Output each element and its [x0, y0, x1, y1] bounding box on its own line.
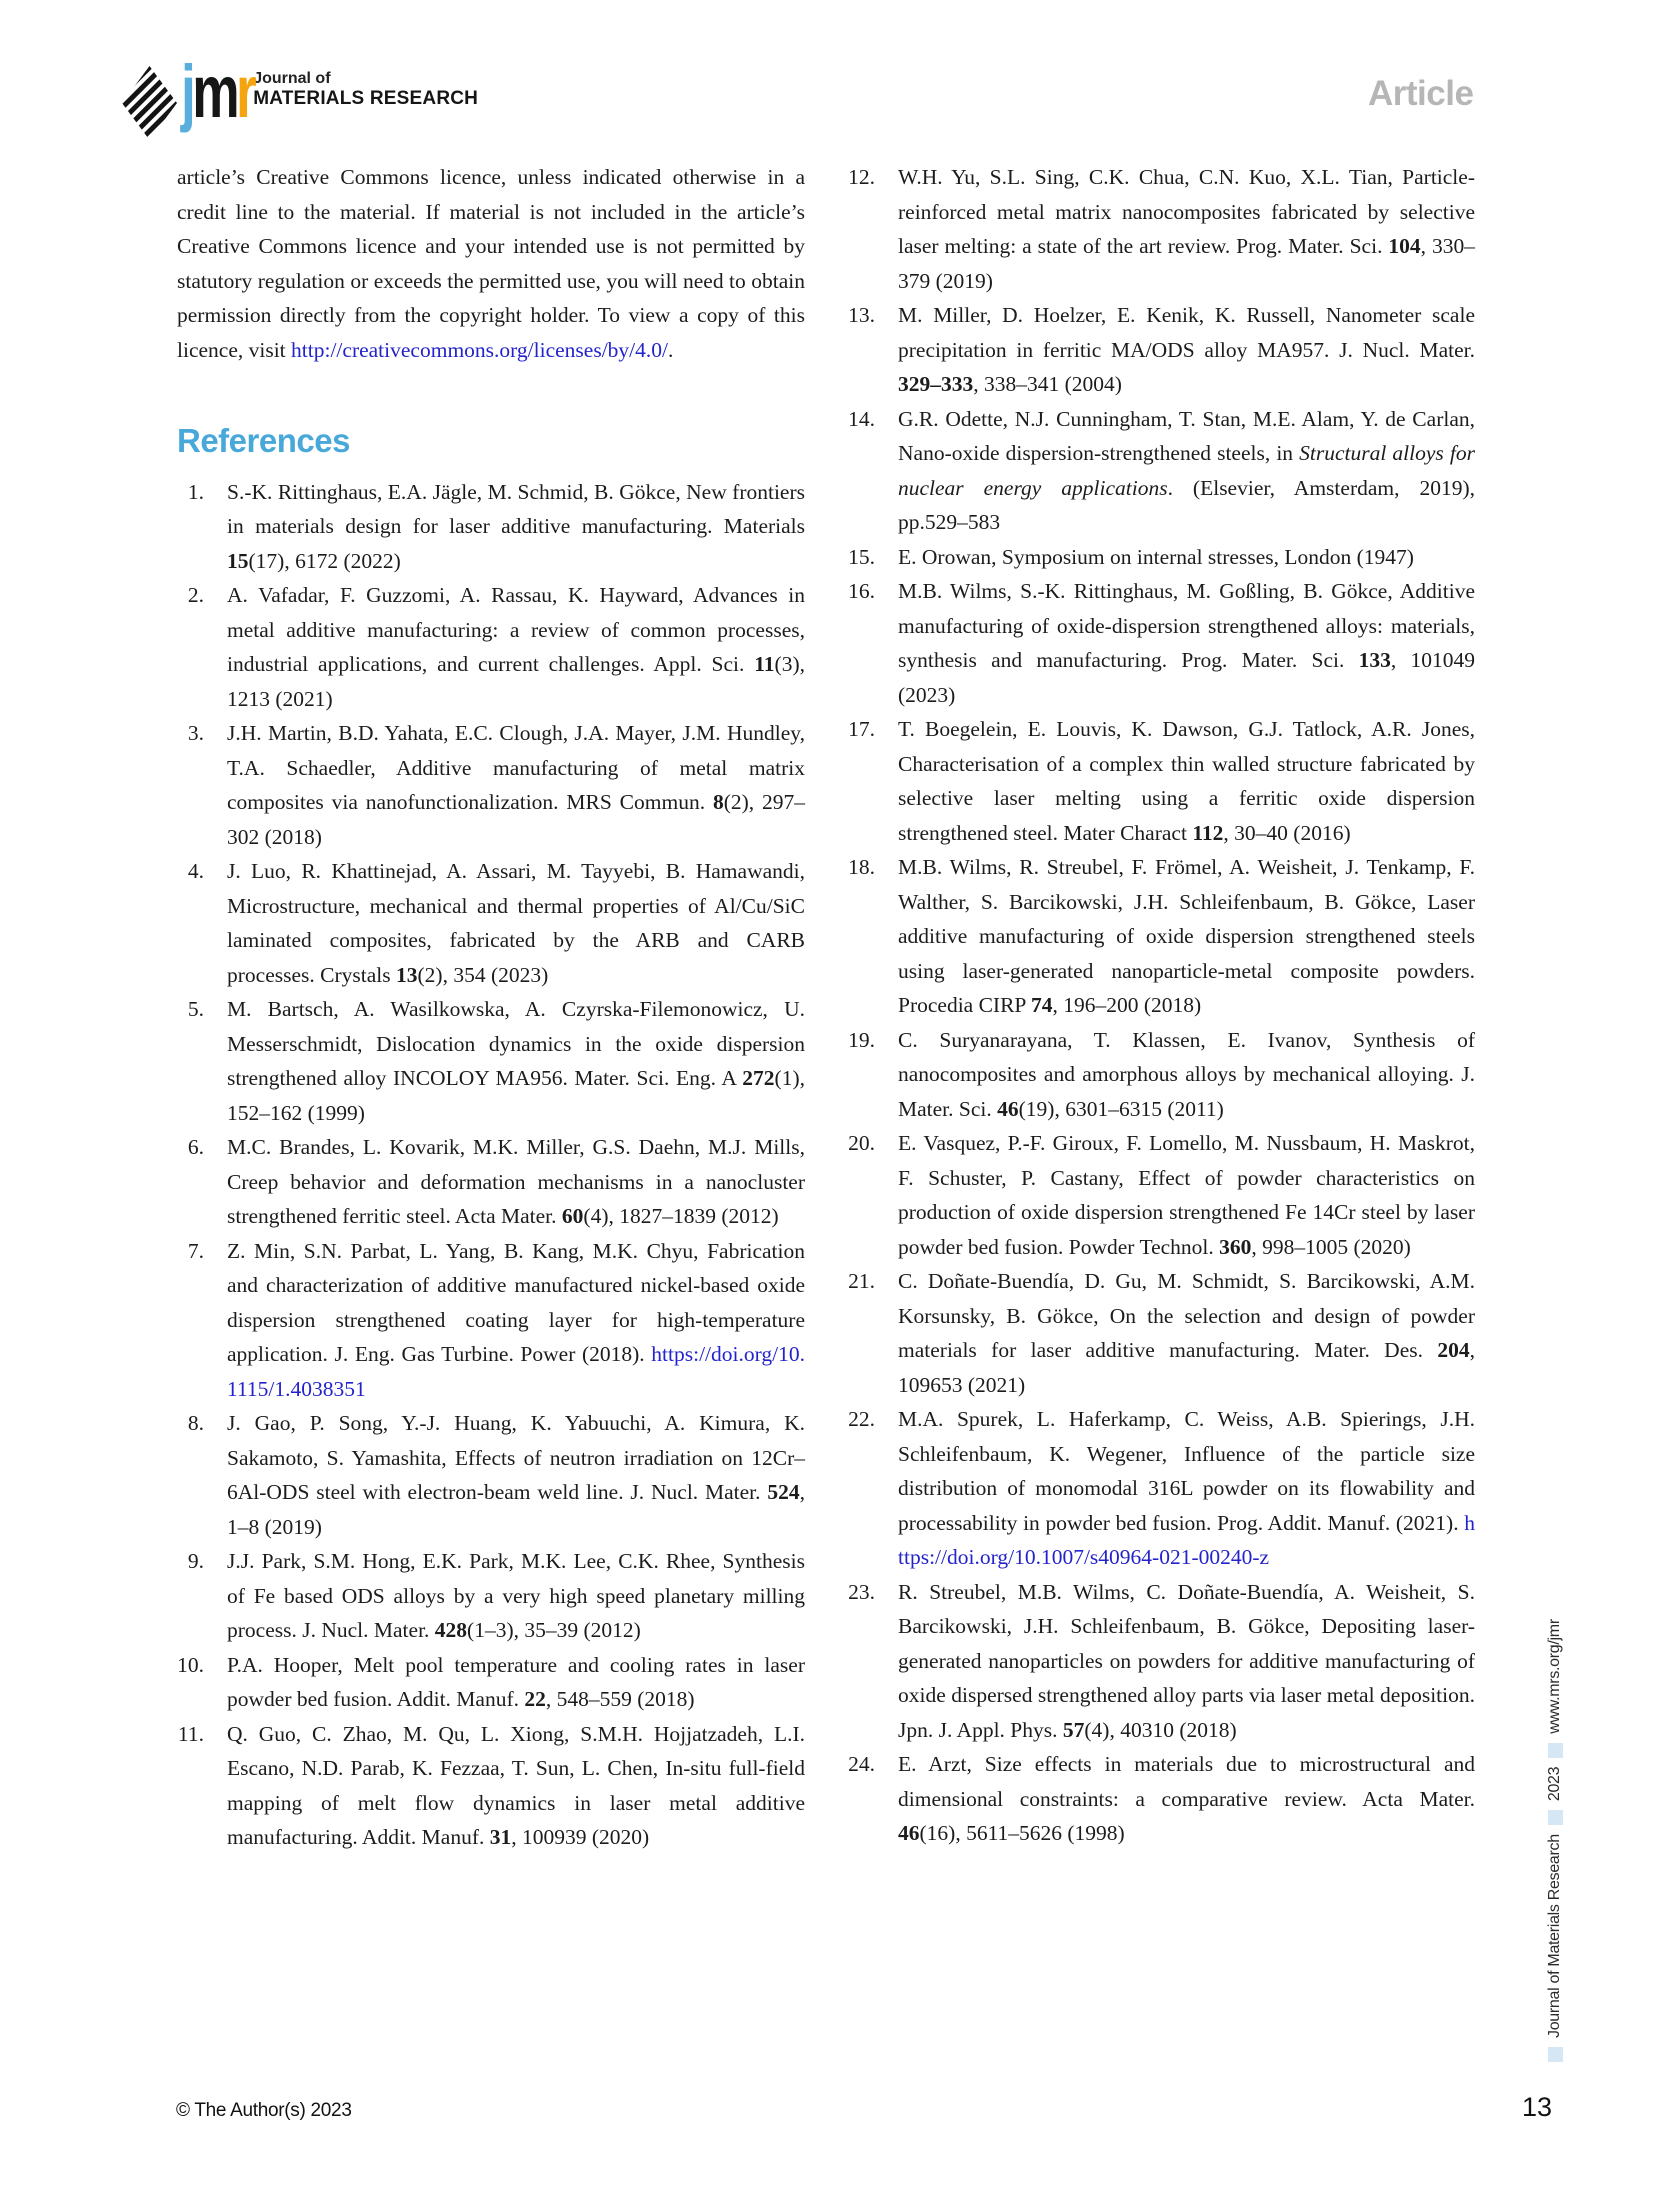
text-run: P.A. Hooper, Melt pool temperature and cooling rates in laser powder bed fusion. Addit. Manuf. [227, 1652, 805, 1711]
reference-text [898, 1131, 1475, 1259]
reference-item [848, 1264, 1475, 1402]
reference-number: 6. [187, 1135, 204, 1159]
text-run: 15 [227, 548, 249, 573]
references-list-left [177, 475, 805, 1855]
reference-number: 18. [848, 855, 875, 879]
reference-number: 12. [848, 165, 875, 189]
reference-text [227, 721, 805, 849]
text-run: J. Gao, P. Song, Y.-J. Huang, K. Yabuuchi, A. Kimura, K. Sakamoto, S. Yamashita, Effects of neutron irradiation on 12Cr–6Al-ODS steel with electron-beam weld line. J. Nucl. Mater. [227, 1411, 805, 1504]
text-run: . [668, 337, 674, 362]
text-run: Structural alloys for nuclear energy applications [898, 441, 1475, 500]
left-column [177, 160, 805, 1855]
reference-number: 19. [848, 1027, 875, 1052]
reference-text [898, 1269, 1475, 1397]
reference-item [848, 1747, 1475, 1851]
references-list-right [848, 160, 1475, 1851]
text-run: E. Vasquez, P.-F. Giroux, F. Lomello, M. Nussbaum, H. Maskrot, F. Schuster, P. Castany, Effect of powder characteristics on production of oxide dispersion strengthened Fe 14Cr steel by laser powder bed fusion. Powder Technol. [898, 1131, 1475, 1259]
text-run: Z. Min, S.N. Parbat, L. Yang, B. Kang, M.K. Chyu, Fabrication and characterization of additive manufactured nickel-based oxide dispersion strengthened coating layer for high-temperature application. J. Eng. Gas Turbine. Power (2018). [227, 1238, 805, 1366]
text-run: 22 [524, 1687, 546, 1711]
reference-item [848, 298, 1475, 402]
reference-text [227, 1653, 805, 1712]
reference-text [898, 1752, 1475, 1845]
logo-letter-j: j [181, 50, 193, 133]
journal-info-sidebar [1540, 1612, 1570, 2062]
reference-text [227, 1722, 805, 1850]
copyright-notice: © The Author(s) 2023 [176, 2100, 352, 2121]
text-run: , 548–559 (2018) [545, 1687, 695, 1711]
reference-text [227, 1239, 805, 1401]
text-run: , 338–341 (2004) [973, 372, 1122, 396]
text-run: (2), 354 (2023) [417, 962, 549, 987]
text-run: M.C. Brandes, L. Kovarik, M.K. Miller, G.S. Daehn, M.J. Mills, Creep behavior and deformation mechanisms in a nanocluster strengthened ferritic steel. Acta Mater. [227, 1135, 805, 1228]
text-run: , 196–200 (2018) [1052, 993, 1202, 1017]
text-run: 31 [489, 1825, 512, 1849]
reference-text [227, 1411, 805, 1539]
reference-text [898, 303, 1475, 396]
text-run: 11 [754, 652, 775, 676]
reference-number: 4. [187, 859, 204, 883]
reference-text [898, 1028, 1475, 1121]
text-run: (4), 1827–1839 (2012) [583, 1204, 779, 1228]
text-run: G.R. Odette, N.J. Cunningham, T. Stan, M.E. Alam, Y. de Carlan, Nano-oxide dispersion-strengthened steels, in [898, 406, 1475, 465]
jmr-wordmark [181, 50, 254, 133]
reference-text [227, 997, 805, 1125]
sidebar-square-icon [1548, 1743, 1563, 1758]
reference-number: 24. [848, 1752, 875, 1776]
reference-text [227, 1135, 805, 1228]
text-run: E. Orowan, Symposium on internal stresses, London (1947) [898, 544, 1414, 569]
text-run: M. Miller, D. Hoelzer, E. Kenik, K. Russell, Nanometer scale precipitation in ferritic MA/ODS alloy MA957. J. Nucl. Mater. [898, 303, 1475, 362]
logo-letter-m: m [192, 50, 236, 133]
text-run: 329–333 [898, 372, 974, 396]
reference-number: 17. [848, 717, 875, 741]
sidebar-journal-name: Journal of Materials Research [1546, 1834, 1563, 2038]
reference-number: 13. [848, 303, 875, 327]
reference-text [898, 579, 1475, 707]
reference-item [848, 1575, 1475, 1748]
reference-item [848, 850, 1475, 1023]
reference-number: 10. [177, 1652, 204, 1677]
reference-number: 11. [177, 1721, 204, 1746]
text-run: 46 [997, 1096, 1019, 1121]
reference-text [898, 855, 1475, 1017]
text-run: 60 [561, 1204, 584, 1228]
reference-item [848, 402, 1475, 540]
reference-number: 9. [187, 1549, 204, 1573]
text-run: (3), 1213 (2021) [227, 652, 805, 711]
reference-text [898, 1407, 1475, 1569]
sidebar-journal-url: www.mrs.org/jmr [1546, 1619, 1563, 1734]
text-run: J.J. Park, S.M. Hong, E.K. Park, M.K. Lee, C.K. Rhee, Synthesis of Fe based ODS alloys by a very high speed planetary milling process. J. Nucl. Mater. [227, 1549, 805, 1642]
text-run: (19), 6301–6315 (2011) [1018, 1096, 1224, 1121]
reference-number: 16. [848, 579, 875, 603]
text-run: , 100939 (2020) [511, 1825, 650, 1849]
text-run: M.B. Wilms, R. Streubel, F. Frömel, A. Weisheit, J. Tenkamp, F. Walther, S. Barcikowski, J.H. Schleifenbaum, B. Gökce, Laser additive manufacturing of oxide dispersion strengthened steels using laser-generated nanoparticle-metal composite powders. Procedia CIRP [898, 855, 1475, 1017]
creative-commons-license-link[interactable]: http://creativecommons.org/licenses/by/4.0/ [291, 337, 669, 362]
reference-text [227, 1549, 805, 1642]
reference-item [177, 854, 805, 992]
reference-number: 15. [848, 544, 875, 569]
text-run: (17), 6172 (2022) [248, 548, 401, 573]
text-run: (4), 40310 (2018) [1084, 1717, 1237, 1742]
text-run: 104 [1388, 234, 1421, 258]
page-number: 13 [1522, 2092, 1553, 2122]
reference-number: 20. [848, 1131, 875, 1155]
reference-text [227, 859, 805, 987]
text-run: 428 [434, 1618, 468, 1642]
reference-item [177, 716, 805, 854]
reference-number: 1. [187, 479, 204, 504]
text-run: C. Doñate-Buendía, D. Gu, M. Schmidt, S. Barcikowski, A.M. Korsunsky, B. Gökce, On the selection and design of powder materials for laser additive manufacturing. Mater. Des. [898, 1269, 1475, 1362]
text-run: (1–3), 35–39 (2012) [467, 1618, 641, 1642]
reference-item [177, 1648, 805, 1717]
reference-number: 8. [187, 1411, 204, 1435]
reference-text [227, 480, 805, 573]
jmr-diamond-icon [122, 66, 177, 145]
reference-item [177, 1406, 805, 1544]
text-run: article’s Creative Commons licence, unless indicated otherwise in a credit line to the material. If material is not included in the article’s Creative Commons licence and your intended use is not permitted by statutory regulation or exceeds the permitted use, you will need to obtain permission directly from the copyright holder. To view a copy of this licence, visit [177, 165, 805, 362]
text-run: 46 [898, 1821, 920, 1845]
reference-text [898, 407, 1475, 535]
journal-name-block [253, 70, 478, 110]
reference-number: 23. [848, 1579, 875, 1604]
text-run: . (Elsevier, Amsterdam, 2019), pp.529–583 [898, 475, 1475, 534]
reference-item [848, 540, 1475, 575]
text-run: 204 [1437, 1338, 1470, 1362]
jmr-logo [122, 50, 479, 145]
text-run: J.H. Martin, B.D. Yahata, E.C. Clough, J.A. Mayer, J.M. Hundley, T.A. Schaedler, Additive manufacturing of metal matrix composites via nanofunctionalization. MRS Commun. [227, 721, 805, 814]
text-run: 133 [1358, 648, 1391, 672]
reference-number: 5. [187, 997, 204, 1021]
reference-number: 21. [848, 1269, 875, 1293]
text-run: M. Bartsch, A. Wasilkowska, A. Czyrska-Filemonowicz, U. Messerschmidt, Dislocation dynamics in the oxide dispersion strengthened alloy INCOLOY MA956. Mater. Sci. Eng. A [227, 997, 805, 1090]
doi-link[interactable]: https://doi.org/10.1007/s40964-021-00240-z [898, 1510, 1475, 1569]
reference-text [227, 583, 805, 711]
reference-number: 7. [187, 1238, 204, 1263]
journal-info-sidebar-inner [1540, 1612, 1570, 2062]
reference-text [898, 545, 1414, 569]
text-run: , 998–1005 (2020) [1251, 1234, 1411, 1259]
text-run: 13 [396, 962, 418, 987]
article-type-label: Article [1368, 74, 1474, 113]
text-run: R. Streubel, M.B. Wilms, C. Doñate-Buendía, A. Weisheit, S. Barcikowski, J.H. Schleifenbaum, B. Gökce, Depositing laser-generated nanoparticles on powders for additive manufacturing of oxide dispersed strengthened alloy parts via laser metal deposition. Jpn. J. Appl. Phys. [898, 1579, 1475, 1742]
reference-item [848, 1126, 1475, 1264]
sidebar-square-icon [1548, 2047, 1563, 2062]
text-run: W.H. Yu, S.L. Sing, C.K. Chua, C.N. Kuo, X.L. Tian, Particle-reinforced metal matrix nanocomposites fabricated by selective laser melting: a state of the art review. Prog. Mater. Sci. [898, 165, 1475, 258]
right-column [848, 160, 1475, 1851]
journal-name-line2: MATERIALS RESEARCH [253, 88, 479, 110]
text-run: C. Suryanarayana, T. Klassen, E. Ivanov, Synthesis of nanocomposites and amorphous alloys by mechanical alloying. J. Mater. Sci. [898, 1027, 1475, 1121]
text-run: , 330–379 (2019) [898, 234, 1475, 293]
reference-item [177, 1544, 805, 1648]
reference-item [848, 160, 1475, 298]
text-run: M.A. Spurek, L. Haferkamp, C. Weiss, A.B. Spierings, J.H. Schleifenbaum, K. Wegener, Influence of the particle size distribution of monomodal 316L powder on its flowability and processability in powder bed fusion. Prog. Addit. Manuf. (2021). [898, 1407, 1475, 1535]
text-run: , 30–40 (2016) [1223, 820, 1351, 845]
text-run: M.B. Wilms, S.-K. Rittinghaus, M. Goßling, B. Gökce, Additive manufacturing of oxide-dispersion strengthened alloys: materials, synthesis and manufacturing. Prog. Mater. Sci. [898, 579, 1475, 672]
reference-item [848, 574, 1475, 712]
text-run: (16), 5611–5626 (1998) [919, 1821, 1125, 1845]
reference-number: 3. [187, 721, 204, 745]
text-run: 112 [1192, 820, 1224, 845]
reference-number: 14. [848, 406, 875, 431]
text-run: , 101049 (2023) [898, 648, 1476, 707]
sidebar-square-icon [1548, 1810, 1563, 1825]
reference-item [177, 1130, 805, 1234]
reference-text [898, 165, 1475, 293]
text-run: (1), 152–162 (1999) [227, 1066, 805, 1125]
reference-item [177, 578, 805, 716]
reference-text [898, 717, 1475, 845]
text-run: 57 [1062, 1717, 1085, 1742]
text-run: E. Arzt, Size effects in materials due to microstructural and dimensional constraints: a comparative review. Acta Mater. [898, 1752, 1475, 1811]
reference-item [848, 1023, 1475, 1127]
reference-item [177, 1234, 805, 1407]
reference-item [177, 475, 805, 579]
text-run: Q. Guo, C. Zhao, M. Qu, L. Xiong, S.M.H. Hojjatzadeh, L.I. Escano, N.D. Parab, K. Fezzaa, T. Sun, L. Chen, In-situ full-field mapping of melt flow dynamics in laser metal additive manufacturing. Addit. Manuf. [227, 1721, 805, 1849]
text-run: 272 [742, 1066, 775, 1090]
text-run: 360 [1219, 1234, 1252, 1259]
sidebar-year: 2023 [1546, 1766, 1563, 1802]
text-run: , 1–8 (2019) [227, 1480, 805, 1539]
text-run: (2), 297–302 (2018) [227, 790, 806, 849]
text-run: 524 [767, 1480, 800, 1504]
reference-text [898, 1580, 1475, 1742]
reference-number: 22. [848, 1407, 875, 1431]
text-run: T. Boegelein, E. Louvis, K. Dawson, G.J. Tatlock, A.R. Jones, Characterisation of a complex thin walled structure fabricated by selective laser melting using a ferritic oxide dispersion strengthened steel. Mater Charact [898, 717, 1475, 845]
text-run: S.-K. Rittinghaus, E.A. Jägle, M. Schmid, B. Gökce, New frontiers in materials design for laser additive manufacturing. Materials [227, 479, 805, 538]
text-run: , 109653 (2021) [898, 1338, 1475, 1397]
reference-item [177, 1717, 805, 1855]
text-run: A. Vafadar, F. Guzzomi, A. Rassau, K. Hayward, Advances in metal additive manufacturing: a review of common processes, industrial applications, and current challenges. Appl. Sci. [227, 583, 805, 676]
logo-letter-r: r [235, 50, 254, 133]
reference-number: 2. [187, 583, 204, 607]
text-run: 8 [712, 790, 724, 814]
references-heading: References [177, 422, 350, 459]
journal-name-line1: Journal of [253, 70, 331, 87]
text-run: J. Luo, R. Khattinejad, A. Assari, M. Tayyebi, B. Hamawandi, Microstructure, mechanical and thermal properties of Al/Cu/SiC laminated composites, fabricated by the ARB and CARB processes. Crystals [227, 859, 805, 987]
reference-item [848, 712, 1475, 850]
text-run: 74 [1030, 993, 1053, 1017]
reference-item [848, 1402, 1475, 1575]
reference-item [177, 992, 805, 1130]
doi-link[interactable]: https://doi.org/10.1115/1.4038351 [227, 1342, 805, 1401]
license-paragraph [177, 160, 805, 367]
